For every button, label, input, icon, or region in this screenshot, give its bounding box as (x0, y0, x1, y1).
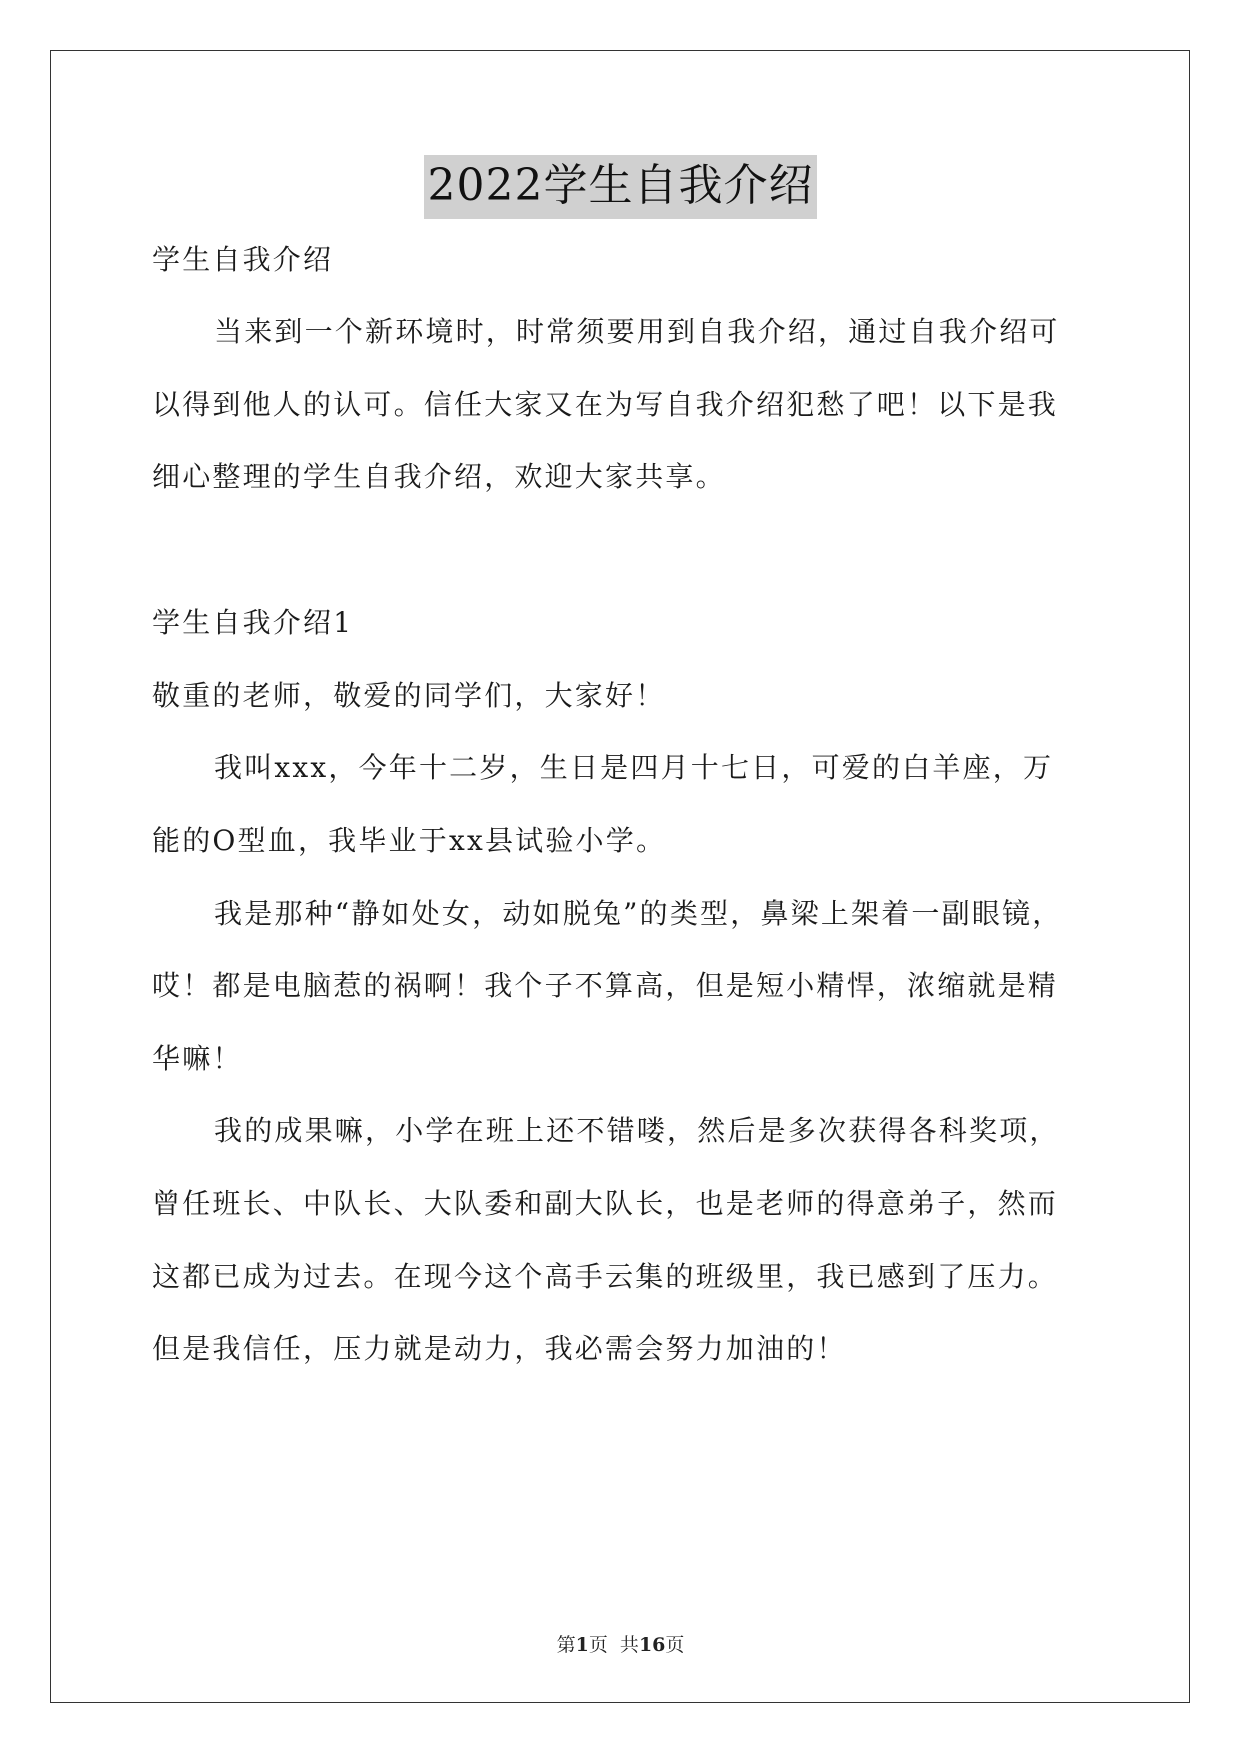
paragraph-line: 能的O型血，我毕业于xx县试验小学。 (152, 824, 667, 857)
paragraph-line: 以得到他人的认可。信任大家又在为写自我介绍犯愁了吧！以下是我 (152, 388, 1059, 421)
paragraph-line: 哎！都是电脑惹的祸啊！我个子不算高，但是短小精悍，浓缩就是精 (152, 969, 1059, 1002)
footer-page-mid: 页 共 (588, 1634, 639, 1656)
section-heading: 学生自我介绍1 (152, 606, 354, 639)
page-border (50, 50, 1190, 1703)
paragraph-line: 但是我信任，压力就是动力，我必需会努力加油的！ (152, 1332, 847, 1365)
paragraph-line: 我叫xxx，今年十二岁，生日是四月十七日，可爱的白羊座，万 (214, 751, 1054, 784)
paragraph-line: 细心整理的学生自我介绍，欢迎大家共享。 (152, 460, 726, 493)
footer-current-page: 1 (575, 1634, 589, 1656)
paragraph-line: 我是那种“静如处女，动如脱兔”的类型，鼻梁上架着一副眼镜， (214, 897, 1063, 930)
paragraph-line: 我的成果嘛，小学在班上还不错喽，然后是多次获得各科奖项， (214, 1114, 1060, 1147)
page-number-footer (0, 1633, 1241, 1657)
footer-total-pages: 16 (638, 1634, 666, 1656)
paragraph-line: 这都已成为过去。在现今这个高手云集的班级里，我已感到了压力。 (152, 1260, 1059, 1293)
paragraph-line: 当来到一个新环境时，时常须要用到自我介绍，通过自我介绍可 (214, 315, 1060, 348)
section-heading: 学生自我介绍 (152, 243, 334, 276)
title-container (0, 155, 1241, 219)
document-title: 2022学生自我介绍 (424, 155, 818, 219)
paragraph-line: 曾任班长、中队长、大队委和副大队长，也是老师的得意弟子，然而 (152, 1187, 1059, 1220)
greeting-line: 敬重的老师，敬爱的同学们，大家好！ (152, 679, 666, 712)
paragraph-line: 华嘛！ (152, 1042, 243, 1075)
footer-page-prefix: 第 (556, 1634, 576, 1656)
footer-page-suffix: 页 (665, 1634, 685, 1656)
